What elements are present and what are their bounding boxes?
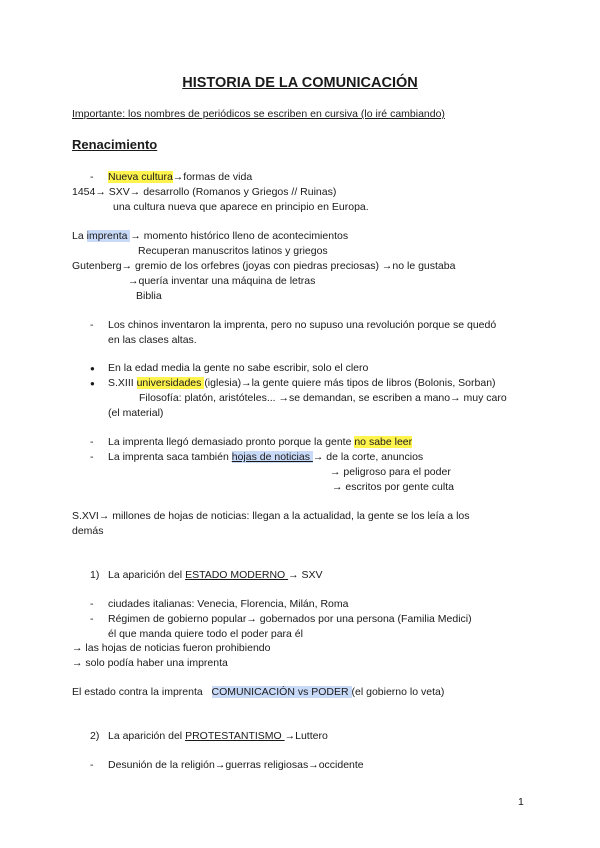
yellow-highlight: no sabe leer — [354, 436, 413, 448]
dash-bullet: - — [90, 319, 94, 331]
text-line: → peligroso para el poder — [330, 466, 451, 478]
yellow-highlight: Nueva cultura — [108, 171, 173, 183]
text-span: La aparición del — [108, 569, 186, 581]
text-line: Recuperan manuscritos latinos y griegos — [138, 245, 328, 257]
text-line: → las hojas de noticias fueron prohibiendo — [72, 642, 271, 654]
list-number: 2) — [90, 730, 100, 742]
dash-bullet: - — [90, 436, 94, 448]
blue-highlight-underlined: hojas de noticias — [231, 451, 313, 463]
text-line: él que manda quiere todo el poder para él — [108, 628, 303, 640]
underlined-term: ESTADO MODERNO — [185, 569, 289, 581]
text-span: La — [72, 230, 87, 242]
text-line: 1454→ SXV→ desarrollo (Romanos y Griegos // Ruinas) — [72, 186, 337, 198]
page-number: 1 — [518, 796, 524, 808]
text-line: S.XVI→ millones de hojas de noticias: llegan a la actualidad, la gente se los leía a los — [72, 510, 470, 522]
text-line — [108, 435, 412, 449]
text-line — [108, 450, 423, 464]
text-line — [72, 229, 348, 243]
yellow-highlight: universidades — [136, 377, 205, 389]
text-line: Los chinos inventaron la imprenta, pero no supuso una revolución porque se quedó — [108, 319, 497, 331]
text-span: → SXV — [288, 569, 323, 581]
text-span: El estado contra la imprenta — [72, 686, 212, 698]
text-line: → solo podía haber una imprenta — [72, 657, 228, 669]
section-heading: Renacimiento — [72, 137, 158, 152]
blue-highlight: imprenta — [86, 230, 131, 242]
text-line — [72, 685, 444, 699]
text-line: una cultura nueva que aparece en principio en Europa. — [113, 201, 369, 213]
underlined-term: PROTESTANTISMO — [185, 730, 285, 742]
text-span: (el gobierno lo veta) — [351, 686, 445, 698]
text-line: en las clases altas. — [108, 334, 197, 346]
text-span: La imprenta saca también — [108, 451, 232, 463]
text-span: La aparición del — [108, 730, 186, 742]
note-line: Importante: los nombres de periódicos se escriben en cursiva (lo iré cambiando) — [72, 108, 445, 120]
dash-bullet: - — [90, 451, 94, 463]
text-line: → escritos por gente culta — [332, 481, 454, 493]
text-span: →formas de vida — [172, 171, 253, 183]
list-number: 1) — [90, 569, 100, 581]
text-span: → momento histórico lleno de acontecimientos — [130, 230, 349, 242]
text-line: demás — [72, 525, 104, 537]
text-span: (iglesia)→la gente quiere más tipos de libros (Bolonis, Sorban) — [204, 377, 496, 389]
text-line — [108, 568, 323, 582]
text-line — [108, 376, 496, 390]
dash-bullet: - — [90, 171, 94, 183]
dash-bullet: - — [90, 613, 94, 625]
text-span: S.XIII — [108, 377, 137, 389]
text-line: En la edad media la gente no sabe escribir, solo el clero — [108, 362, 369, 374]
round-bullet: ● — [90, 379, 95, 388]
text-line: Filosofía: platón, aristóteles... →se demandan, se escriben a mano→ muy caro — [139, 392, 507, 404]
text-line: Desunión de la religión→guerras religiosas→occidente — [108, 759, 364, 771]
text-line: Gutenberg→ gremio de los orfebres (joyas con piedras preciosas) →no le gustaba — [72, 260, 456, 272]
text-line: ciudades italianas: Venecia, Florencia, Milán, Roma — [108, 598, 349, 610]
text-line: Biblia — [136, 290, 162, 302]
dash-bullet: - — [90, 598, 94, 610]
page-title: HISTORIA DE LA COMUNICACIÓN — [182, 75, 418, 91]
text-span: →Luttero — [284, 730, 328, 742]
dash-bullet: - — [90, 759, 94, 771]
text-line — [108, 729, 328, 743]
text-line — [108, 170, 252, 184]
text-line: →quería inventar una máquina de letras — [128, 275, 316, 287]
text-span: → de la corte, anuncios — [312, 451, 424, 463]
text-line: (el material) — [108, 407, 164, 419]
round-bullet: ● — [90, 364, 95, 373]
text-line: Régimen de gobierno popular→ gobernados por una persona (Familia Medici) — [108, 613, 472, 625]
blue-highlight: COMUNICACIÓN vs PODER — [211, 686, 352, 698]
text-span: La imprenta llegó demasiado pronto porque la gente — [108, 436, 355, 448]
